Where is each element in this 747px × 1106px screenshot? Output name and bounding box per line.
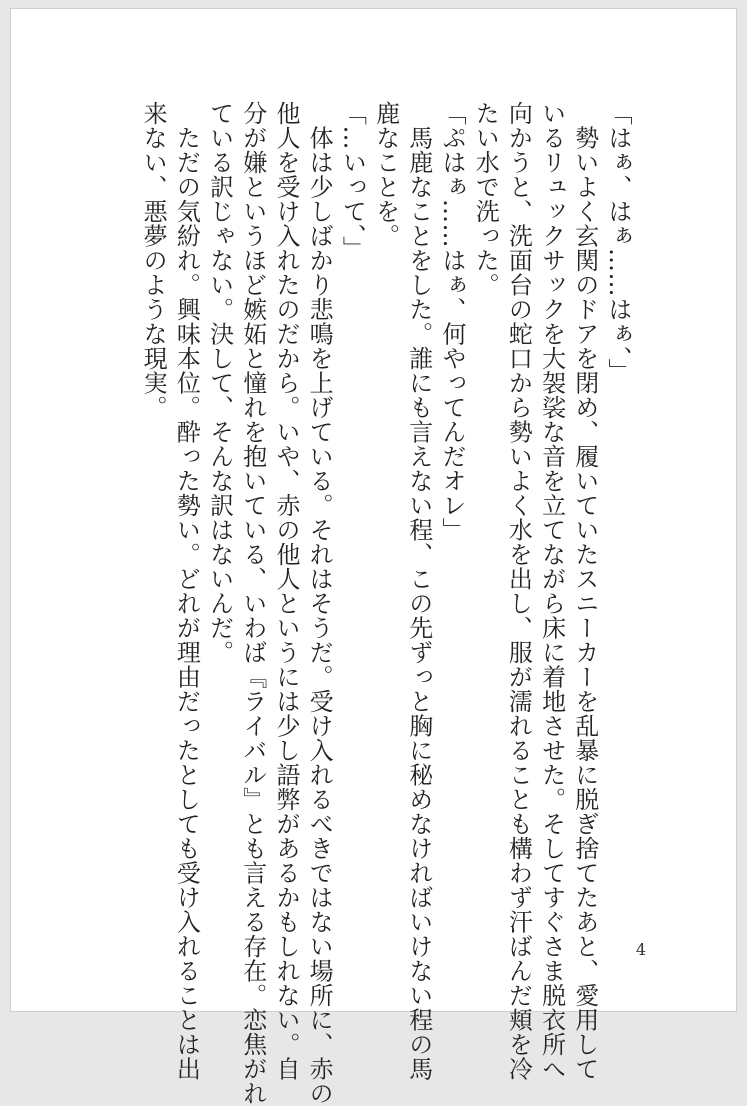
- text-line: 「…いって、」: [338, 101, 367, 261]
- text-line: ている訳じゃない。決して、そんな訳はないんだ。: [205, 101, 234, 665]
- text-line: 来ない、悪夢のような現実。: [139, 101, 168, 420]
- text-line: 「ぷはぁ……はぁ、何やってんだオレ」: [437, 101, 466, 542]
- text-line: 鹿なことを。: [371, 101, 400, 248]
- document-page: [10, 8, 737, 1106]
- text-line: ただの気紛れ。興味本位。酔った勢い。どれが理由だったとしても受け入れることは出: [172, 101, 201, 1081]
- text-line: 勢いよく玄関のドアを閉め、履いていたスニーカーを乱暴に脱ぎ捨てたあと、愛用して: [570, 101, 599, 1081]
- text-line: 体は少しばかり悲鳴を上げている。それはそうだ。受け入れるべきではない場所に、赤の: [305, 101, 334, 1106]
- text-line: いるリュックサックを大袈裟な音を立てながら床に着地させた。そしてすぐさま脱衣所へ: [537, 101, 566, 1081]
- text-line: 向かうと、洗面台の蛇口から勢いよく水を出し、服が濡れることも構わず汗ばんだ頬を冷: [504, 101, 533, 1081]
- vertical-text-block: [136, 101, 634, 1106]
- text-line: たい水で洗った。: [471, 101, 500, 297]
- text-line: 分が嫌というほど嫉妬と憧れを抱いている、いわば『ライバル』とも言える存在。恋焦がれ: [238, 101, 267, 1106]
- text-line: 他人を受け入れたのだから。いや、赤の他人というには少し語弊があるかもしれない。自: [271, 101, 300, 1081]
- page-number: 4: [635, 940, 646, 959]
- text-line: 「はぁ、はぁ……はぁ、」: [604, 101, 632, 383]
- text-line: 馬鹿なことをした。誰にも言えない程、この先ずっと胸に秘めなければいけない程の馬: [404, 101, 433, 1081]
